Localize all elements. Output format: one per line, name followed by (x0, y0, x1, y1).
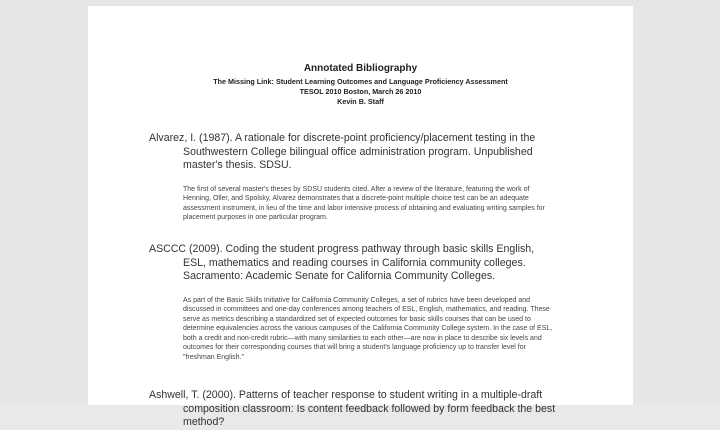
presentation-subtitle: The Missing Link: Student Learning Outcomes and Language Proficiency Assessment (213, 77, 508, 86)
bibliography-entry (149, 243, 559, 363)
page-title: Annotated Bibliography (303, 63, 418, 74)
author-line: Kevin B. Staff (337, 97, 384, 106)
bibliography-entry (149, 389, 559, 430)
document-page (88, 6, 633, 428)
conference-line: TESOL 2010 Boston, March 26 2010 (299, 87, 422, 96)
entry-citation: Alvarez, I. (1987). A rationale for discrete-point proficiency/placement testing in the Southwestern College bilingual office administration program. Unpublished master's thesis. SDSU. (149, 132, 536, 171)
bibliography-entry (149, 132, 559, 223)
entry-annotation: As part of the Basic Skills Initiative for California Community Colleges, a set of rubrics have been developed and discussed in committees and one-day conferences among teachers of ESL, English, mathematics, and reading. These serve as metrics describing a standardized set of expected outcomes for basic skills courses that can be used to determine equivalencies across the various campuses of the California Community College system. In the case of ESL, both a credit and non-credit rubric—with many similarities to each other—are now in place to describe six levels and outcomes for their corresponding courses that will bring a student's language proficiency up to transfer level for "freshman English." (183, 296, 553, 362)
entry-citation: ASCCC (2009). Coding the student progress pathway through basic skills English, ESL, mathematics and reading courses in California community colleges. Sacramento: Academic Senate for California Community Colleges. (149, 243, 535, 282)
entry-annotation: The first of several master's theses by SDSU students cited. After a review of the literature, featuring the work of Henning, Oller, and Spolsky, Alvarez demonstrates that a discrete-point multiple choice test can be an adequate assessment instrument, in lieu of the time and labor intensive process of obtaining and evaluating writing samples for placement purposes in one particular program. (183, 185, 545, 222)
entry-citation: Ashwell, T. (2000). Patterns of teacher response to student writing in a multiple-draft composition classroom: Is content feedback followed by form feedback the best method? (149, 389, 556, 428)
